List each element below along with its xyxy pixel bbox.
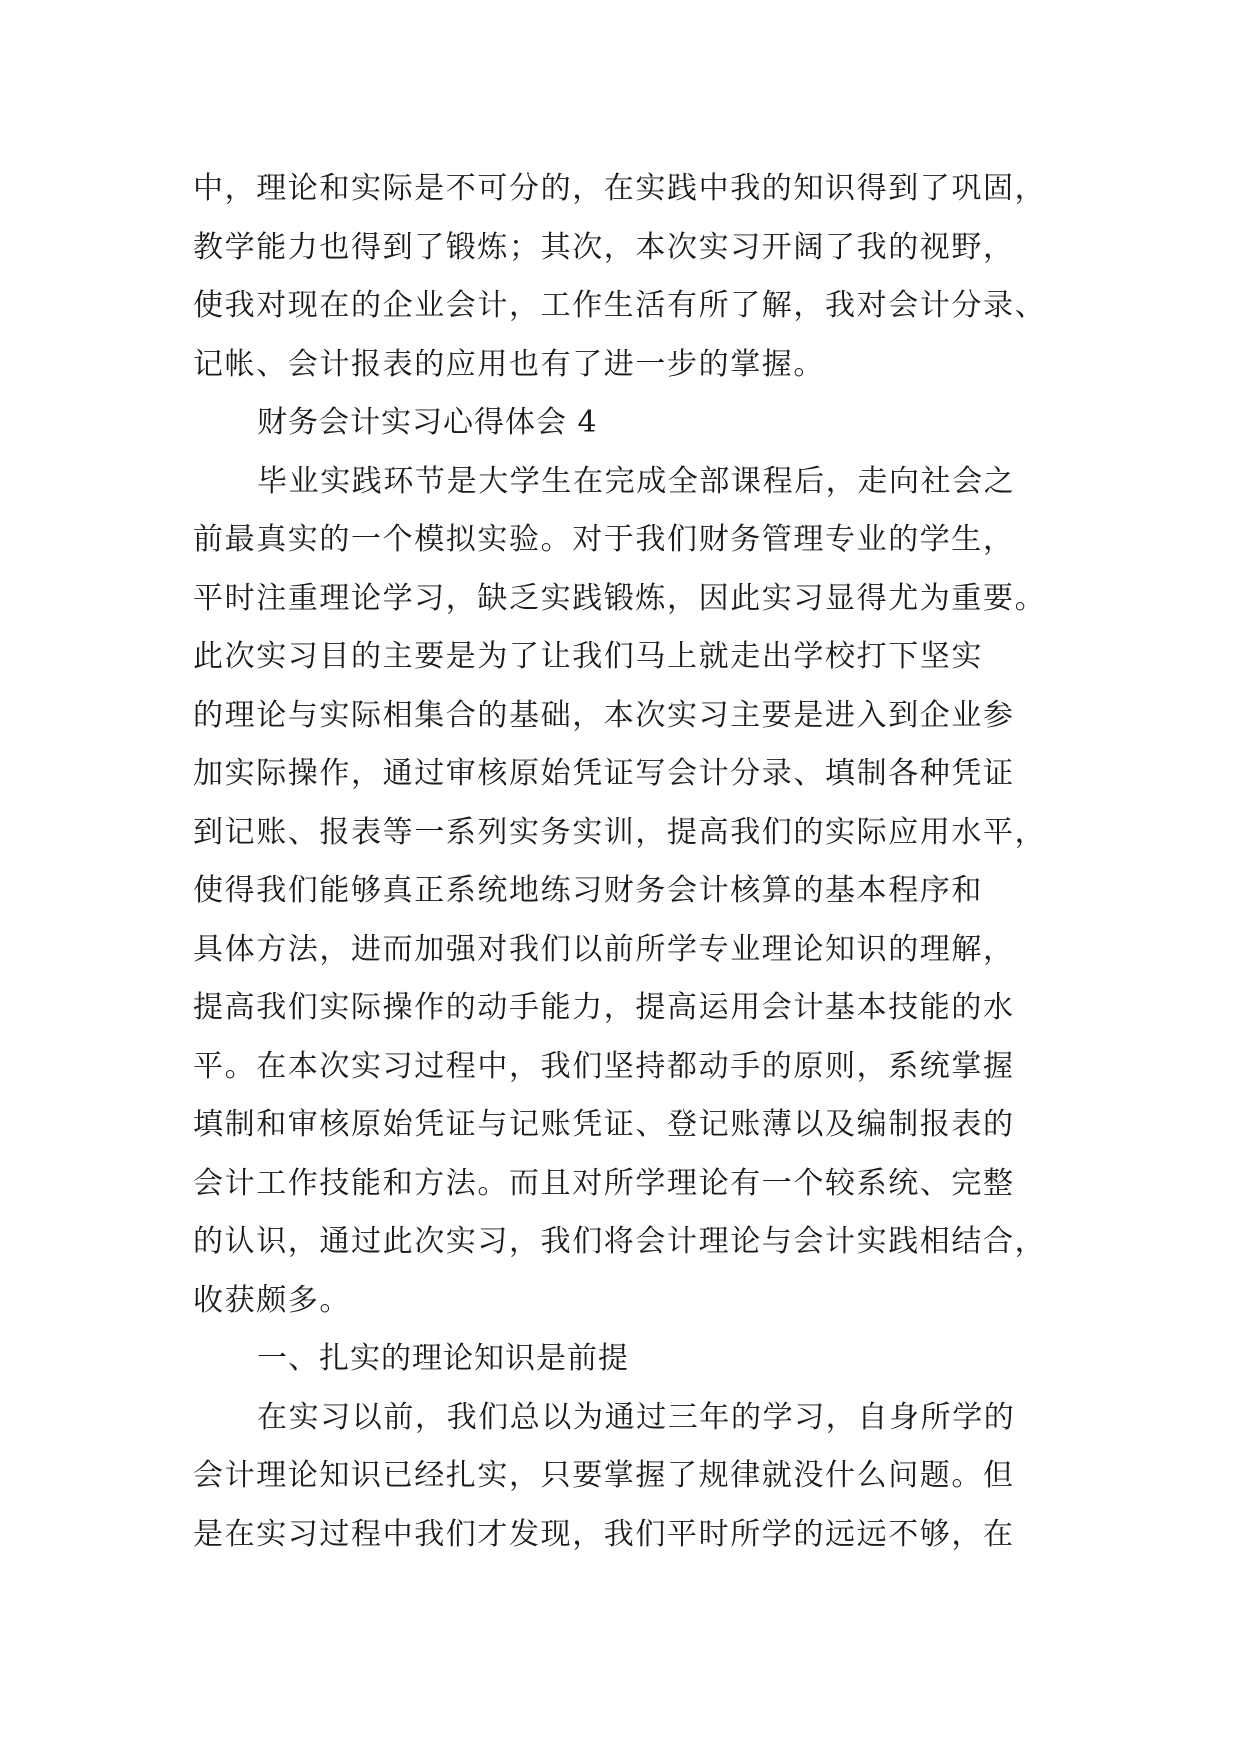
subsection-title: 一、扎实的理论知识是前提 [257, 1341, 629, 1376]
paragraph-line: 的认识，通过此次实习，我们将会计理论与会计实践相结合， [193, 1224, 1047, 1259]
paragraph-line: 平。在本次实习过程中，我们坚持都动手的原则，系统掌握 [193, 1048, 1015, 1084]
paragraph-line: 记帐、会计报表的应用也有了进一步的掌握。 [193, 346, 825, 382]
paragraph-line: 填制和审核原始凭证与记账凭证、登记账薄以及编制报表的 [193, 1107, 1015, 1142]
paragraph-line: 中，理论和实际是不可分的，在实践中我的知识得到了巩固， [193, 171, 1047, 206]
paragraph-line: 前最真实的一个模拟实验。对于我们财务管理专业的学生， [193, 522, 1015, 557]
paragraph-line: 加实际操作，通过审核原始凭证写会计分录、填制各种凭证 [193, 756, 1015, 791]
paragraph-line: 教学能力也得到了锻炼；其次，本次实习开阔了我的视野， [193, 229, 1015, 265]
paragraph-line: 到记账、报表等一系列实务实训，提高我们的实际应用水平， [193, 814, 1047, 850]
paragraph-line: 在实习以前，我们总以为通过三年的学习，自身所学的 [257, 1399, 1016, 1435]
paragraph-line: 使得我们能够真正系统地练习财务会计核算的基本程序和 [193, 873, 983, 908]
paragraph-line: 提高我们实际操作的动手能力，提高运用会计基本技能的水 [193, 990, 1015, 1025]
paragraph-line: 的理论与实际相集合的基础，本次实习主要是进入到企业参 [193, 697, 1015, 733]
paragraph-line: 毕业实践环节是大学生在完成全部课程后，走向社会之 [257, 463, 1016, 499]
paragraph-line: 会计理论知识已经扎实，只要掌握了规律就没什么问题。但 [193, 1458, 1015, 1493]
paragraph-line: 是在实习过程中我们才发现，我们平时所学的远远不够，在 [193, 1516, 1015, 1552]
paragraph-line: 会计工作技能和方法。而且对所学理论有一个较系统、完整 [193, 1165, 1015, 1201]
paragraph-line: 收获颇多。 [193, 1282, 351, 1318]
paragraph-line: 使我对现在的企业会计，工作生活有所了解，我对会计分录、 [193, 288, 1047, 323]
document-body [193, 160, 1053, 1564]
section-title: 财务会计实习心得体会 4 [257, 405, 598, 440]
paragraph-line: 此次实习目的主要是为了让我们马上就走出学校打下坚实 [193, 639, 983, 674]
paragraph-line: 平时注重理论学习，缺乏实践锻炼，因此实习显得尤为重要。 [193, 580, 1047, 616]
paragraph-line: 具体方法，进而加强对我们以前所学专业理论知识的理解， [193, 931, 1015, 967]
